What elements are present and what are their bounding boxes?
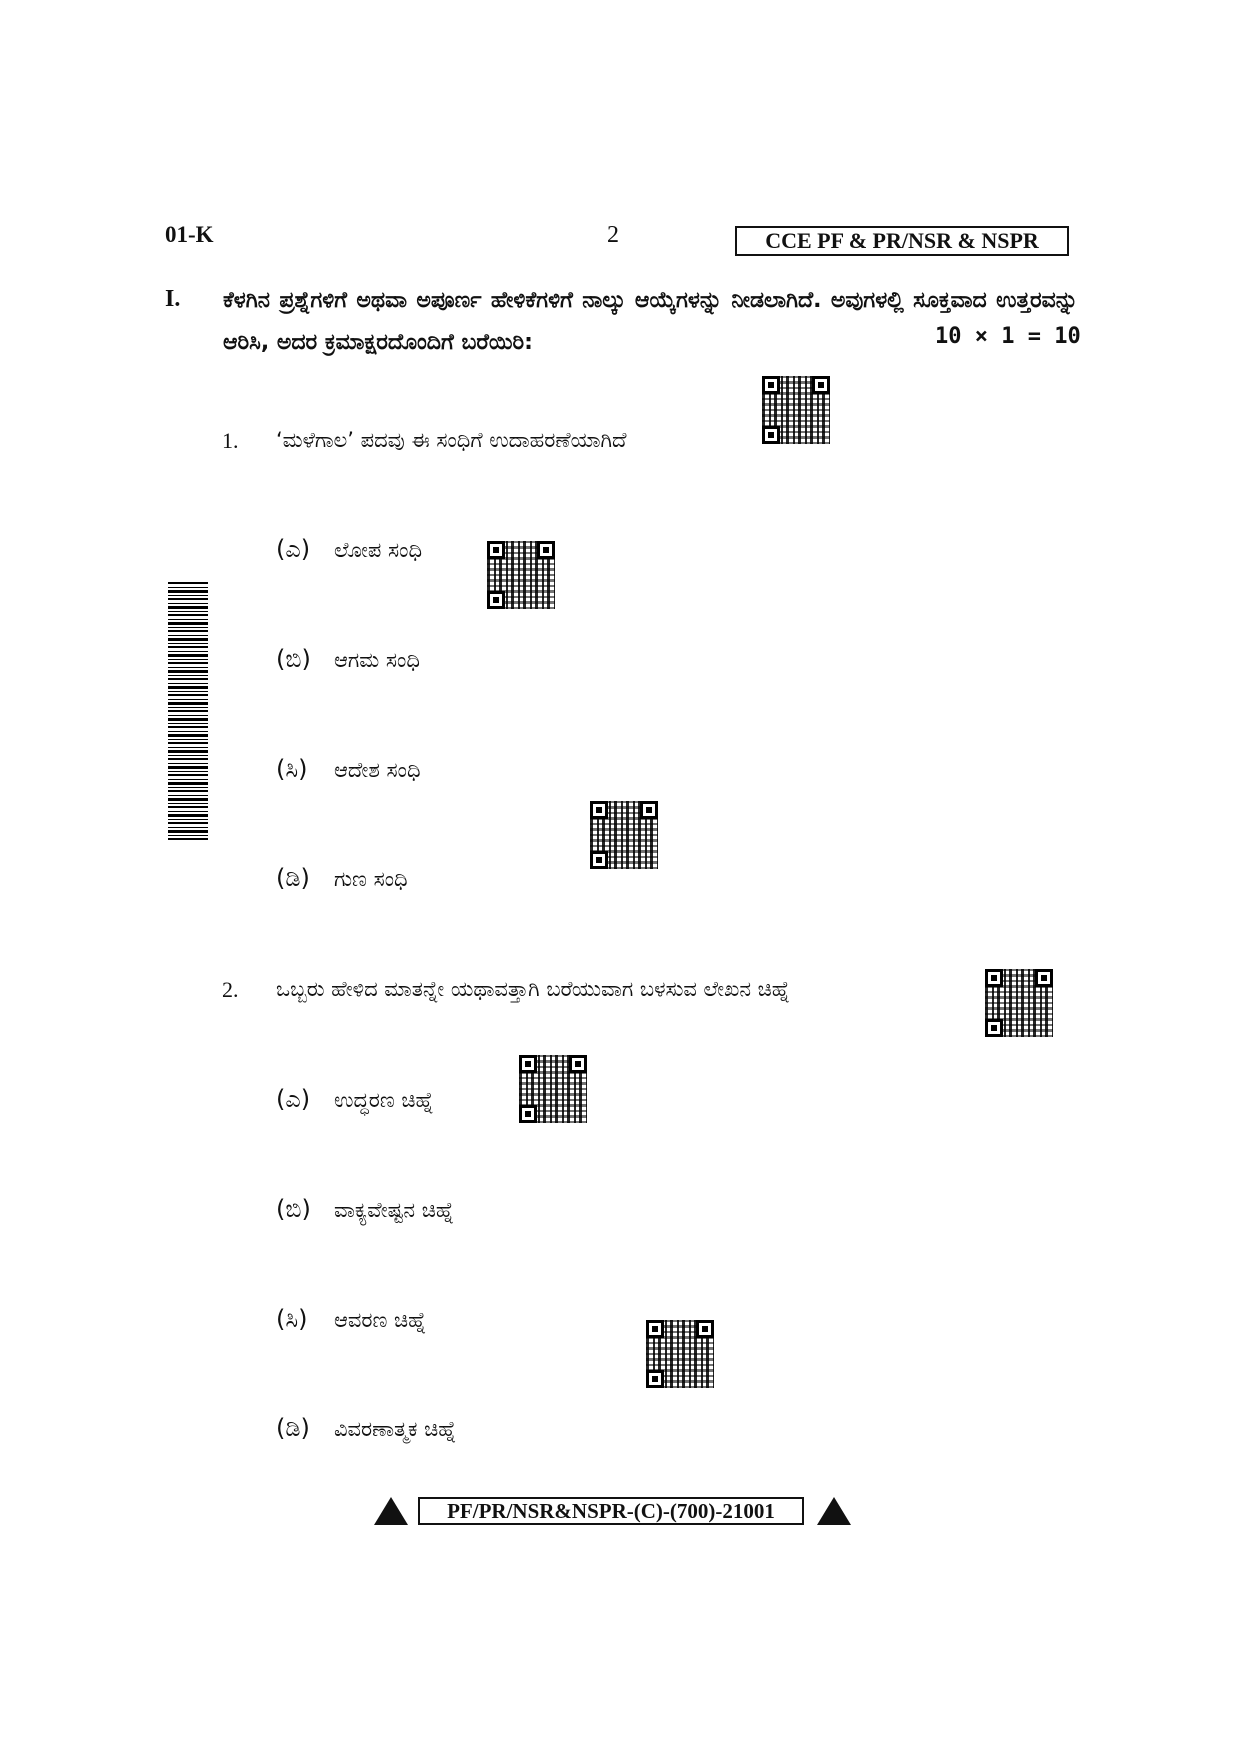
question-2-number: 2.	[222, 977, 239, 1002]
option-label: (ಬಿ)	[276, 1195, 311, 1223]
question-2-option-d	[276, 1414, 456, 1442]
option-label: (ಸಿ)	[276, 1305, 308, 1333]
question-2-text: ಒಬ್ಬರು ಹೇಳಿದ ಮಾತನ್ನೇ ಯಥಾವತ್ತಾಗಿ ಬರೆಯುವಾಗ ಬಳಸುವ ಲೇಖನ ಚಿಹ್ನೆ	[276, 977, 791, 1001]
option-label: (ಎ)	[276, 1085, 311, 1113]
question-1-number: 1.	[222, 428, 239, 453]
option-text: ವಿವರಣಾತ್ಮಕ ಚಿಹ್ನೆ	[334, 1417, 457, 1441]
triangle-up-icon	[817, 1497, 851, 1525]
section-marks: 10 × 1 = 10	[935, 324, 1081, 349]
exam-label-box: CCE PF & PR/NSR & NSPR	[735, 226, 1069, 256]
qr-code-icon	[762, 376, 830, 444]
option-label: (ಸಿ)	[276, 755, 308, 783]
question-2-option-a	[276, 1085, 434, 1113]
qr-code-icon	[646, 1320, 714, 1388]
qr-code-icon	[985, 969, 1053, 1037]
option-label: (ಬಿ)	[276, 645, 311, 673]
question-1-option-c	[276, 755, 421, 783]
qr-code-icon	[487, 541, 555, 609]
question-1-option-d	[276, 864, 408, 892]
page-number: 2	[607, 222, 619, 248]
option-text: ವಾಕ್ಯವೇಷ್ಟನ ಚಿಹ್ನೆ	[334, 1198, 455, 1222]
qr-code-icon	[519, 1055, 587, 1123]
triangle-up-icon	[374, 1497, 408, 1525]
option-label: (ಡಿ)	[276, 1414, 310, 1442]
footer-code-box: PF/PR/NSR&NSPR-(C)-(700)-21001	[418, 1497, 804, 1525]
section-number: I.	[165, 286, 181, 312]
question-1-text: ‘ಮಳೆಗಾಲ’ ಪದವು ಈ ಸಂಧಿಗೆ ಉದಾಹರಣೆಯಾಗಿದೆ	[276, 428, 627, 452]
qr-code-icon	[590, 801, 658, 869]
question-2-option-b	[276, 1195, 454, 1223]
question-1-option-b	[276, 645, 420, 673]
question-2-option-c	[276, 1305, 426, 1333]
option-text: ಲೋಪ ಸಂಧಿ	[334, 538, 423, 562]
section-instruction: ಕೆಳಗಿನ ಪ್ರಶ್ನೆಗಳಿಗೆ ಅಥವಾ ಅಪೂರ್ಣ ಹೇಳಿಕೆಗಳಿಗೆ ನಾಲ್ಕು ಆಯ್ಕೆಗಳನ್ನು ನೀಡಲಾಗಿದೆ. ಅವುಗಳಲ್ಲಿ ಸೂಕ್ತವಾದ ಉತ್ತರವನ್ನು ಆರಿಸಿ, ಅದರ ಕ್ರಮಾಕ್ಷರದೊಂದಿಗೆ ಬರೆಯಿರಿ:	[223, 288, 1078, 355]
option-label: (ಡಿ)	[276, 864, 310, 892]
question-1-option-a	[276, 535, 422, 563]
option-text: ಗುಣ ಸಂಧಿ	[334, 867, 408, 891]
paper-code: 01-K	[165, 222, 214, 247]
option-label: (ಎ)	[276, 535, 311, 563]
option-text: ಉದ್ಧರಣ ಚಿಹ್ನೆ	[334, 1088, 434, 1112]
option-text: ಆಗಮ ಸಂಧಿ	[334, 648, 420, 672]
barcode-icon	[168, 582, 208, 840]
option-text: ಆದೇಶ ಸಂಧಿ	[334, 758, 421, 782]
option-text: ಆವರಣ ಚಿಹ್ನೆ	[334, 1308, 427, 1332]
